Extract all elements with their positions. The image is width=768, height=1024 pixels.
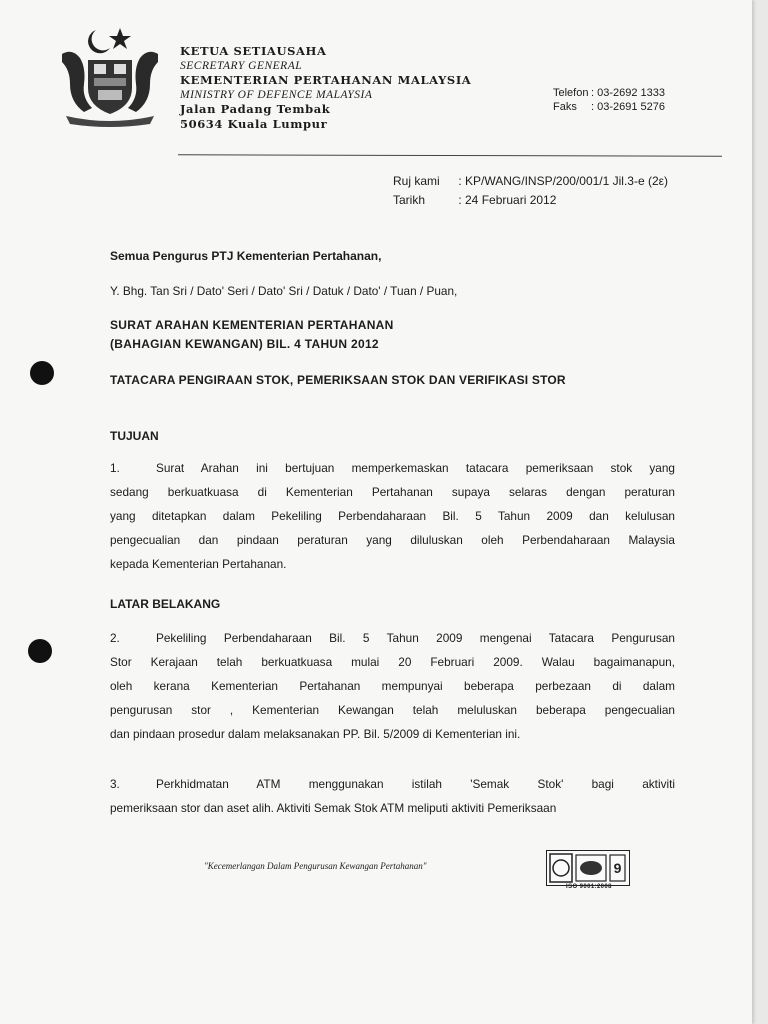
letterhead-office-en: SECRETARY GENERAL	[180, 59, 303, 72]
paragraph-line: sedang berkuatkuasa di Kementerian Pertahanan supaya selaras dengan peraturan	[110, 485, 675, 499]
letterhead-ministry-en: MINISTRY OF DEFENCE MALAYSIA	[180, 88, 373, 101]
punch-hole-bottom	[28, 639, 52, 663]
paragraph-line: Perkhidmatan ATM menggunakan istilah 'Semak Stok' bagi aktiviti	[156, 777, 675, 791]
paragraph-line: yang ditetapkan dalam Pekeliling Perbendaharaan Bil. 5 Tahun 2009 dan kelulusan	[110, 509, 675, 523]
paragraph-1	[110, 456, 675, 576]
reference-block	[393, 172, 668, 210]
subject-line-1: SURAT ARAHAN KEMENTERIAN PERTAHANAN	[110, 318, 394, 332]
header-divider	[178, 154, 722, 156]
phone-number: : 03-2692 1333	[591, 87, 666, 99]
addressee: Semua Pengurus PTJ Kementerian Pertahanan,	[110, 249, 382, 263]
paragraph-number: 2.	[110, 631, 120, 645]
paragraph-line: pemeriksaan stor dan aset alih. Aktiviti Semak Stok ATM meliputi aktiviti Pemeriksaan	[110, 801, 557, 815]
paragraph-line: pengecualian dan pindaan peraturan yang diluluskan oleh Perbendaharaan Malaysia	[110, 533, 675, 547]
letterhead-ministry: KEMENTERIAN PERTAHANAN MALAYSIA	[180, 73, 472, 88]
letterhead-city: 50634 Kuala Lumpur	[180, 116, 328, 131]
ref-label: Ruj kami	[393, 174, 440, 188]
stamp-caption: ISO 9001:2008	[566, 884, 612, 890]
paragraph-2	[110, 626, 675, 746]
paragraph-3	[110, 772, 675, 820]
paragraph-line: Surat Arahan ini bertujuan memperkemaskan tatacara pemeriksaan stok yang	[156, 461, 675, 475]
punch-hole-top	[30, 361, 54, 385]
paragraph-line: dan pindaan prosedur dalam melaksanakan PP. Bil. 5/2009 di Kementerian ini.	[110, 727, 521, 741]
salutation: Y. Bhg. Tan Sri / Dato' Seri / Dato' Sri / Datuk / Dato' / Tuan / Puan,	[110, 284, 458, 298]
letterhead	[180, 44, 471, 132]
section-heading-latar-belakang: LATAR BELAKANG	[110, 597, 221, 611]
paragraph-number: 1.	[110, 461, 120, 475]
date-value: : 24 Februari 2012	[458, 193, 557, 207]
section-heading-tujuan: TUJUAN	[110, 429, 159, 443]
paragraph-number: 3.	[110, 777, 120, 791]
document-title: TATACARA PENGIRAAN STOK, PEMERIKSAAN STOK DAN VERIFIKASI STOR	[110, 373, 566, 387]
certification-stamp-icon	[546, 850, 630, 886]
footer-motto: "Kecemerlangan Dalam Pengurusan Kewangan Pertahanan"	[204, 861, 427, 871]
fax-label: Faks	[553, 101, 577, 113]
letterhead-street: Jalan Padang Tembak	[180, 102, 331, 117]
phone-label: Telefon	[553, 87, 589, 99]
date-label: Tarikh	[393, 193, 426, 207]
paragraph-line: Pekeliling Perbendaharaan Bil. 5 Tahun 2009 mengenai Tatacara Pengurusan	[156, 631, 675, 645]
subject-line-2: (BAHAGIAN KEWANGAN) BIL. 4 TAHUN 2012	[110, 337, 379, 351]
paragraph-line: Stor Kerajaan telah berkuatkuasa mulai 20 Februari 2009. Walau bagaimanapun,	[110, 655, 675, 669]
malaysia-coat-of-arms-icon	[56, 24, 164, 128]
contact-block	[553, 86, 665, 114]
paragraph-line: kepada Kementerian Pertahanan.	[110, 557, 287, 571]
ref-value: : KP/WANG/INSP/200/001/1 Jil.3-e (2ε)	[458, 174, 668, 188]
paragraph-line: pengurusan stor , Kementerian Kewangan telah meluluskan beberapa pengecualian	[110, 703, 675, 717]
paragraph-line: oleh kerana Kementerian Pertahanan mempunyai beberapa perbezaan di dalam	[110, 679, 675, 693]
svg-text:9: 9	[613, 860, 622, 876]
fax-number: : 03-2691 5276	[591, 101, 666, 113]
letterhead-office: KETUA SETIAUSAHA	[180, 44, 327, 58]
